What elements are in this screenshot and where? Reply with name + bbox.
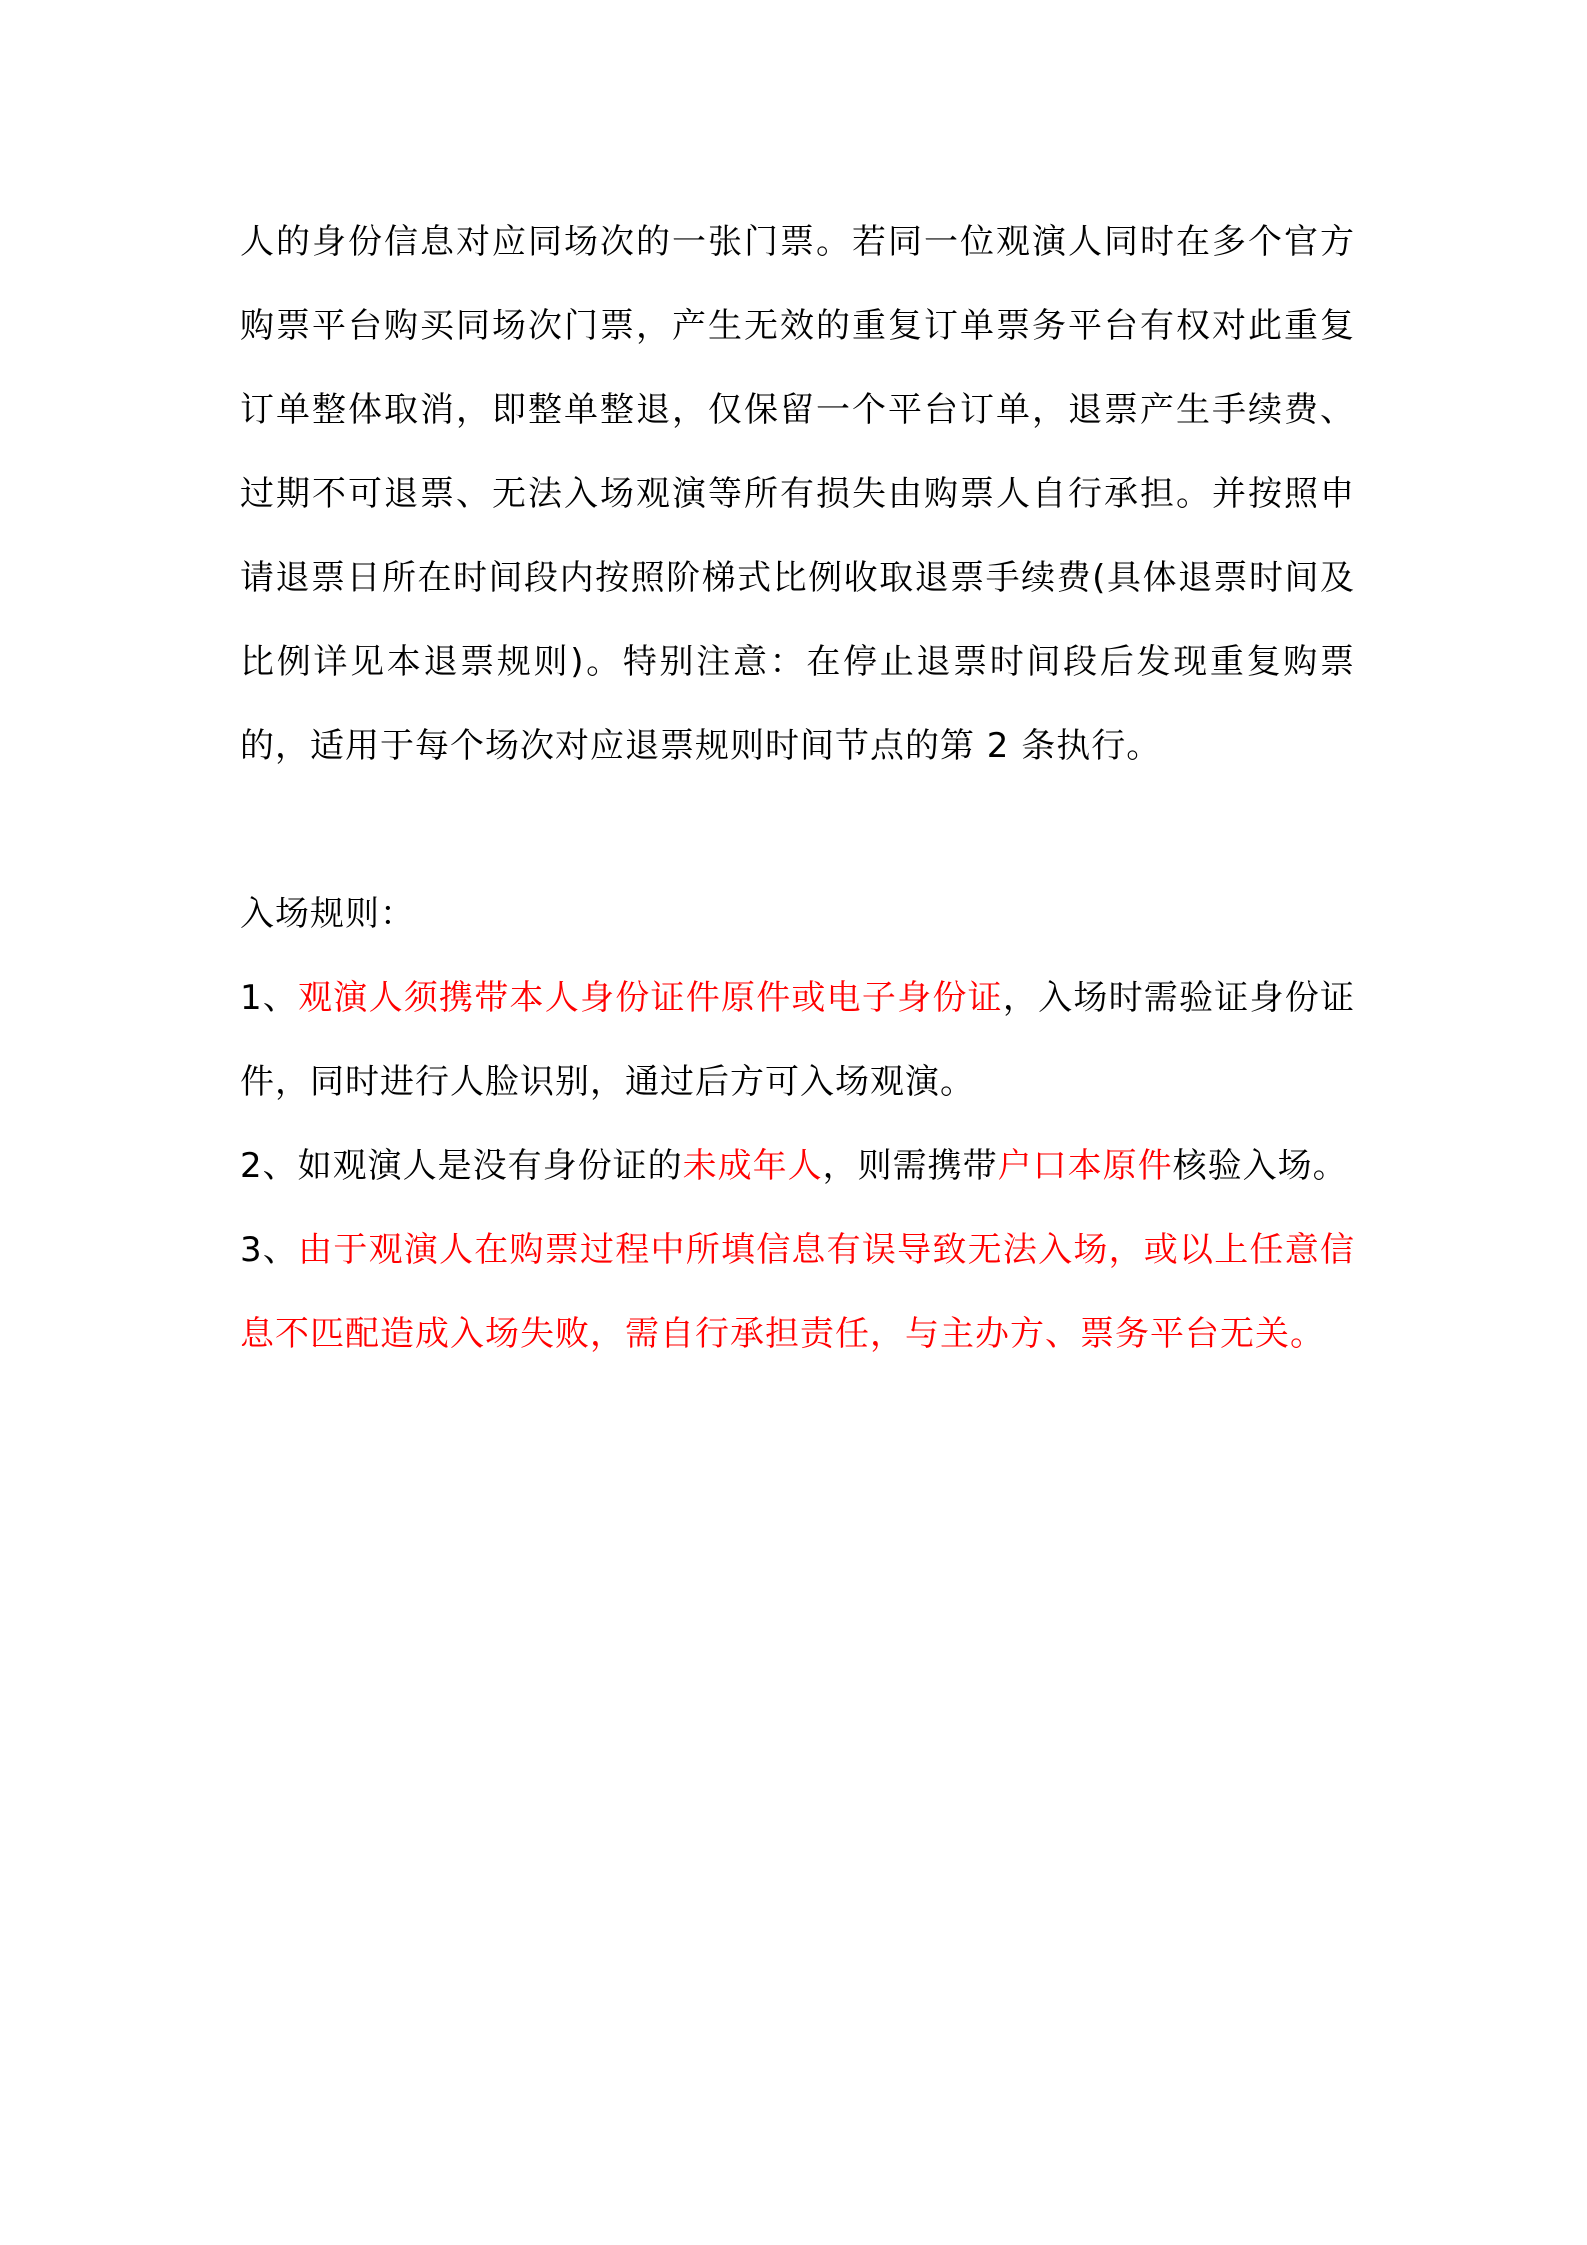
- rule-2-highlight-minor: 未成年人: [682, 1146, 823, 1186]
- rule-2-text-c: 核验入场。: [1172, 1146, 1348, 1186]
- rule-3-highlight: 由于观演人在购票过程中所填信息有误导致无法入场，或以上任意信息不匹配造成入场失败，需自行承担责任，与主办方、票务平台无关。: [240, 1230, 1355, 1354]
- entry-rule-1: [240, 956, 1355, 1124]
- rule-2-highlight-household: 户口本原件: [997, 1146, 1173, 1186]
- rule-1-highlight: 观演人须携带本人身份证件原件或电子身份证: [298, 978, 1003, 1018]
- rule-1-text: ，入场时需验证身份证件，同时进行人脸识别，通过后方可入场观演。: [240, 978, 1355, 1102]
- rule-2-text-b: ，则需携带: [822, 1146, 998, 1186]
- paragraph-spacer: [240, 788, 1355, 872]
- rule-1-number: 1、: [240, 978, 299, 1018]
- refund-duplicate-order-paragraph: 人的身份信息对应同场次的一张门票。若同一位观演人同时在多个官方购票平台购买同场次门票，产生无效的重复订单票务平台有权对此重复订单整体取消，即整单整退，仅保留一个平台订单，退票产生手续费、过期不可退票、无法入场观演等所有损失由购票人自行承担。并按照申请退票日所在时间段内按照阶梯式比例收取退票手续费(具体退票时间及比例详见本退票规则)。特别注意：在停止退票时间段后发现重复购票的，适用于每个场次对应退票规则时间节点的第 2 条执行。: [240, 222, 1355, 766]
- document-page: [240, 200, 1355, 1376]
- rule-2-text-a: 2、如观演人是没有身份证的: [240, 1146, 683, 1186]
- entry-rule-2: [240, 1124, 1355, 1208]
- entry-rules-heading: 入场规则：: [240, 894, 415, 934]
- entry-rule-3: [240, 1208, 1355, 1376]
- rule-3-number: 3、: [240, 1230, 299, 1270]
